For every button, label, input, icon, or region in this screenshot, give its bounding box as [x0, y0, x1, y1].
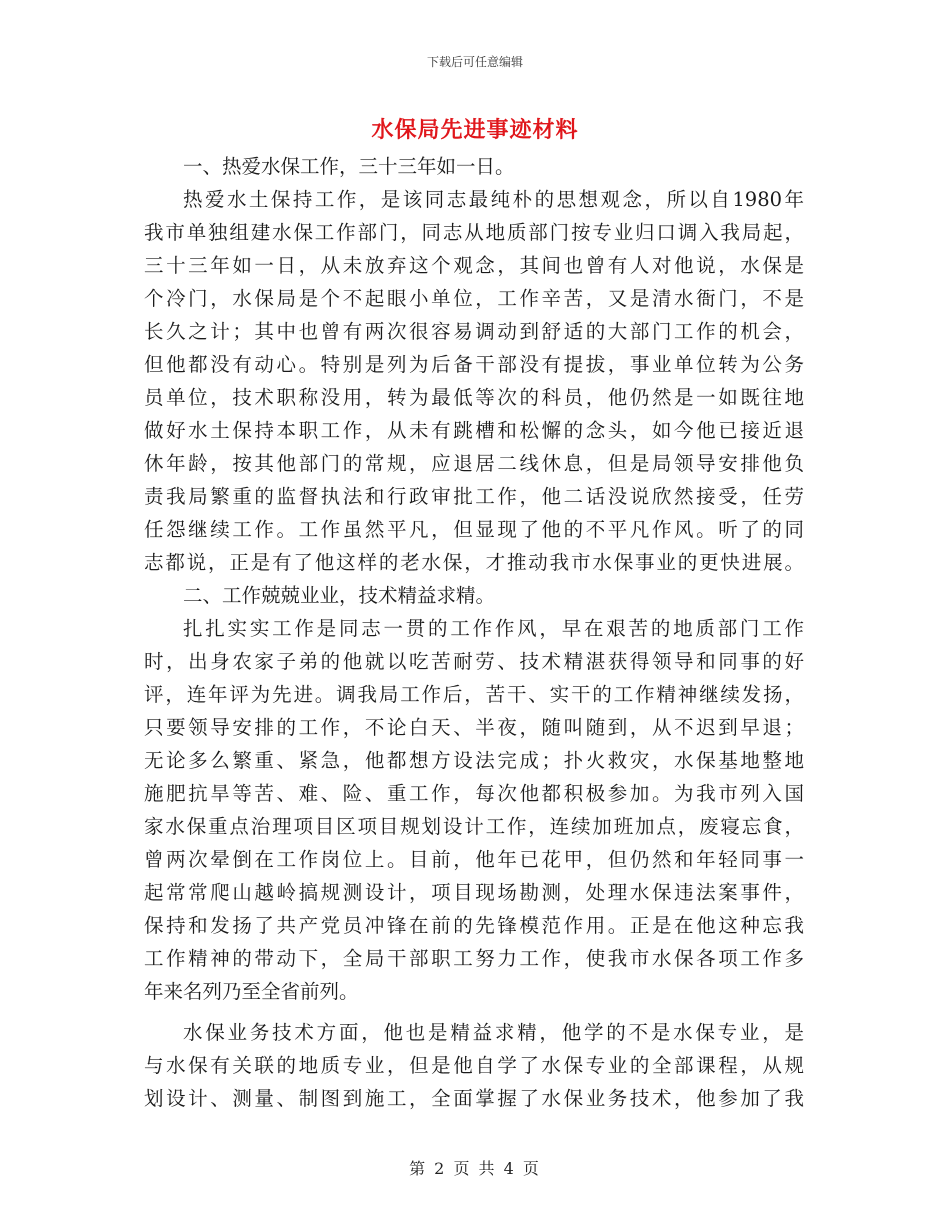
header-note: 下载后可任意编辑	[426, 55, 523, 69]
paragraph-line: 热爱水土保持工作，是该同志最纯朴的思想观念，所以自1980年	[183, 188, 804, 211]
paragraph-line: 水保业务技术方面，他也是精益求精，他学的不是水保专业，是	[183, 1021, 804, 1044]
document-title: 水保局先进事迹材料	[371, 117, 579, 143]
paragraph-line: 只要领导安排的工作，不论白天、半夜，随叫随到，从不迟到早退；	[144, 716, 804, 739]
paragraph-line: 保持和发扬了共产党员冲锋在前的先锋模范作用。正是在他这种忘我	[144, 914, 804, 937]
paragraph-line: 休年龄，按其他部门的常规，应退居二线休息，但是局领导安排他负	[144, 452, 804, 475]
paragraph-line: 个冷门，水保局是个不起眼小单位，工作辛苦，又是清水衙门，不是	[144, 287, 804, 310]
document-body	[144, 150, 804, 1115]
paragraph-line: 无论多么繁重、紧急，他都想方设法完成；扑火救灾，水保基地整地	[144, 749, 804, 772]
paragraph-line: 但他都没有动心。特别是列为后备干部没有提拔，事业单位转为公务	[144, 353, 804, 376]
paragraph-line: 工作精神的带动下，全局干部职工努力工作，使我市水保各项工作多	[144, 947, 804, 970]
paragraph-line: 扎扎实实工作是同志一贯的工作作风，早在艰苦的地质部门工作	[183, 617, 804, 640]
paragraph-line: 做好水土保持本职工作，从未有跳槽和松懈的念头，如今他已接近退	[144, 419, 804, 442]
paragraph-line: 志都说，正是有了他这样的老水保，才推动我市水保事业的更快进展。	[144, 551, 804, 574]
paragraph-line: 时，出身农家子弟的他就以吃苦耐劳、技术精湛获得领导和同事的好	[144, 650, 804, 673]
paragraph-line: 施肥抗旱等苦、难、险、重工作，每次他都积极参加。为我市列入国	[144, 782, 804, 805]
paragraph-line: 评，连年评为先进。调我局工作后，苦干、实干的工作精神继续发扬，	[144, 683, 804, 706]
paragraph-line: 我市单独组建水保工作部门，同志从地质部门按专业归口调入我局起，	[144, 221, 804, 244]
paragraph-line: 长久之计；其中也曾有两次很容易调动到舒适的大部门工作的机会，	[144, 320, 804, 343]
section-heading: 一、热爱水保工作，三十三年如一日。	[183, 155, 515, 178]
paragraph-line: 家水保重点治理项目区项目规划设计工作，连续加班加点，废寝忘食，	[144, 815, 804, 838]
section-heading: 二、工作兢兢业业，技术精益求精。	[183, 584, 496, 607]
paragraph-line: 曾两次晕倒在工作岗位上。目前，他年已花甲，但仍然和年轻同事一	[144, 848, 804, 871]
paragraph-line: 责我局繁重的监督执法和行政审批工作，他二话没说欣然接受，任劳	[144, 485, 804, 508]
paragraph-line: 起常常爬山越岭搞规测设计，项目现场勘测，处理水保违法案事件，	[144, 881, 804, 904]
paragraph-line: 与水保有关联的地质专业，但是他自学了水保专业的全部课程，从规	[144, 1054, 804, 1077]
page-footer: 第 2 页 共 4 页	[409, 1159, 541, 1178]
paragraph-line: 员单位，技术职称没用，转为最低等次的科员，他仍然是一如既往地	[144, 386, 804, 409]
paragraph-line: 任怨继续工作。工作虽然平凡，但显现了他的不平凡作风。听了的同	[144, 518, 804, 541]
paragraph-line: 年来名列乃至全省前列。	[144, 980, 359, 1003]
paragraph-line: 划设计、测量、制图到施工，全面掌握了水保业务技术，他参加了我	[144, 1087, 804, 1110]
paragraph-line: 三十三年如一日，从未放弃这个观念，其间也曾有人对他说，水保是	[144, 254, 804, 277]
